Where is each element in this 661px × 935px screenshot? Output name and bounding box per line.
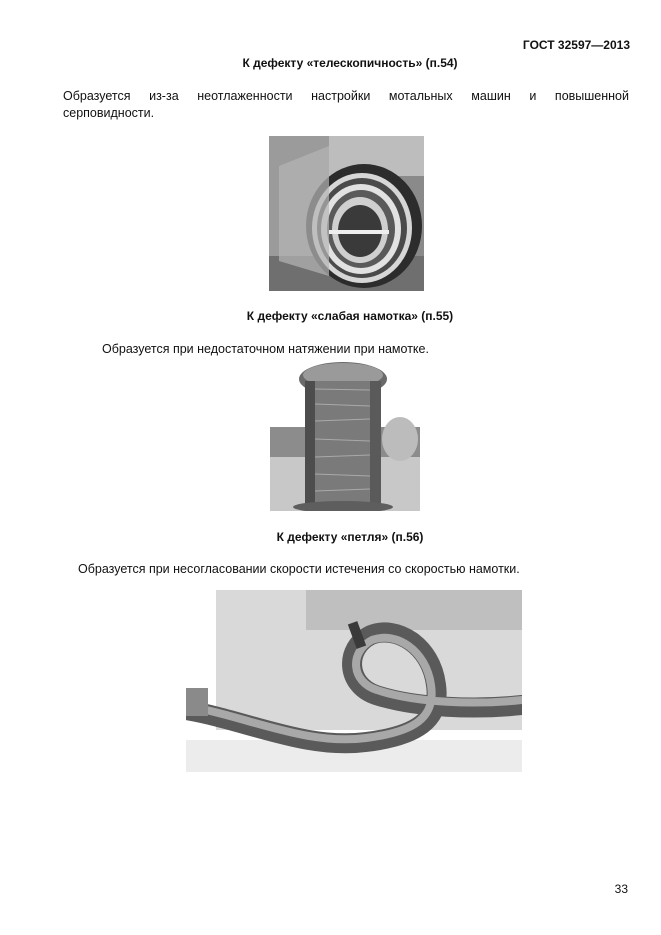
section-text-loop: Образуется при несогласовании скорости истечения со скоростью намотки. bbox=[78, 562, 520, 576]
standard-number: ГОСТ 32597—2013 bbox=[522, 38, 630, 52]
section-heading-weak-winding: К дефекту «слабая намотка» (п.55) bbox=[246, 309, 454, 323]
photo-weak-winding-spool bbox=[270, 359, 420, 511]
section-heading-loop: К дефекту «петля» (п.56) bbox=[276, 530, 424, 544]
photo-telescopic-coil bbox=[269, 136, 424, 291]
section-text-weak-winding: Образуется при недостаточном натяжении при намотке. bbox=[102, 342, 429, 356]
page-number: 33 bbox=[614, 882, 628, 896]
section-text-telescopic-line1: Образуется из-за неотлаженности настройки мотальных машин и повышенной bbox=[63, 89, 629, 103]
section-text-telescopic-line2: серповидности. bbox=[63, 106, 155, 120]
section-heading-telescopic: К дефекту «телескопичность» (п.54) bbox=[242, 56, 458, 70]
photo-loop-tube bbox=[186, 590, 522, 772]
